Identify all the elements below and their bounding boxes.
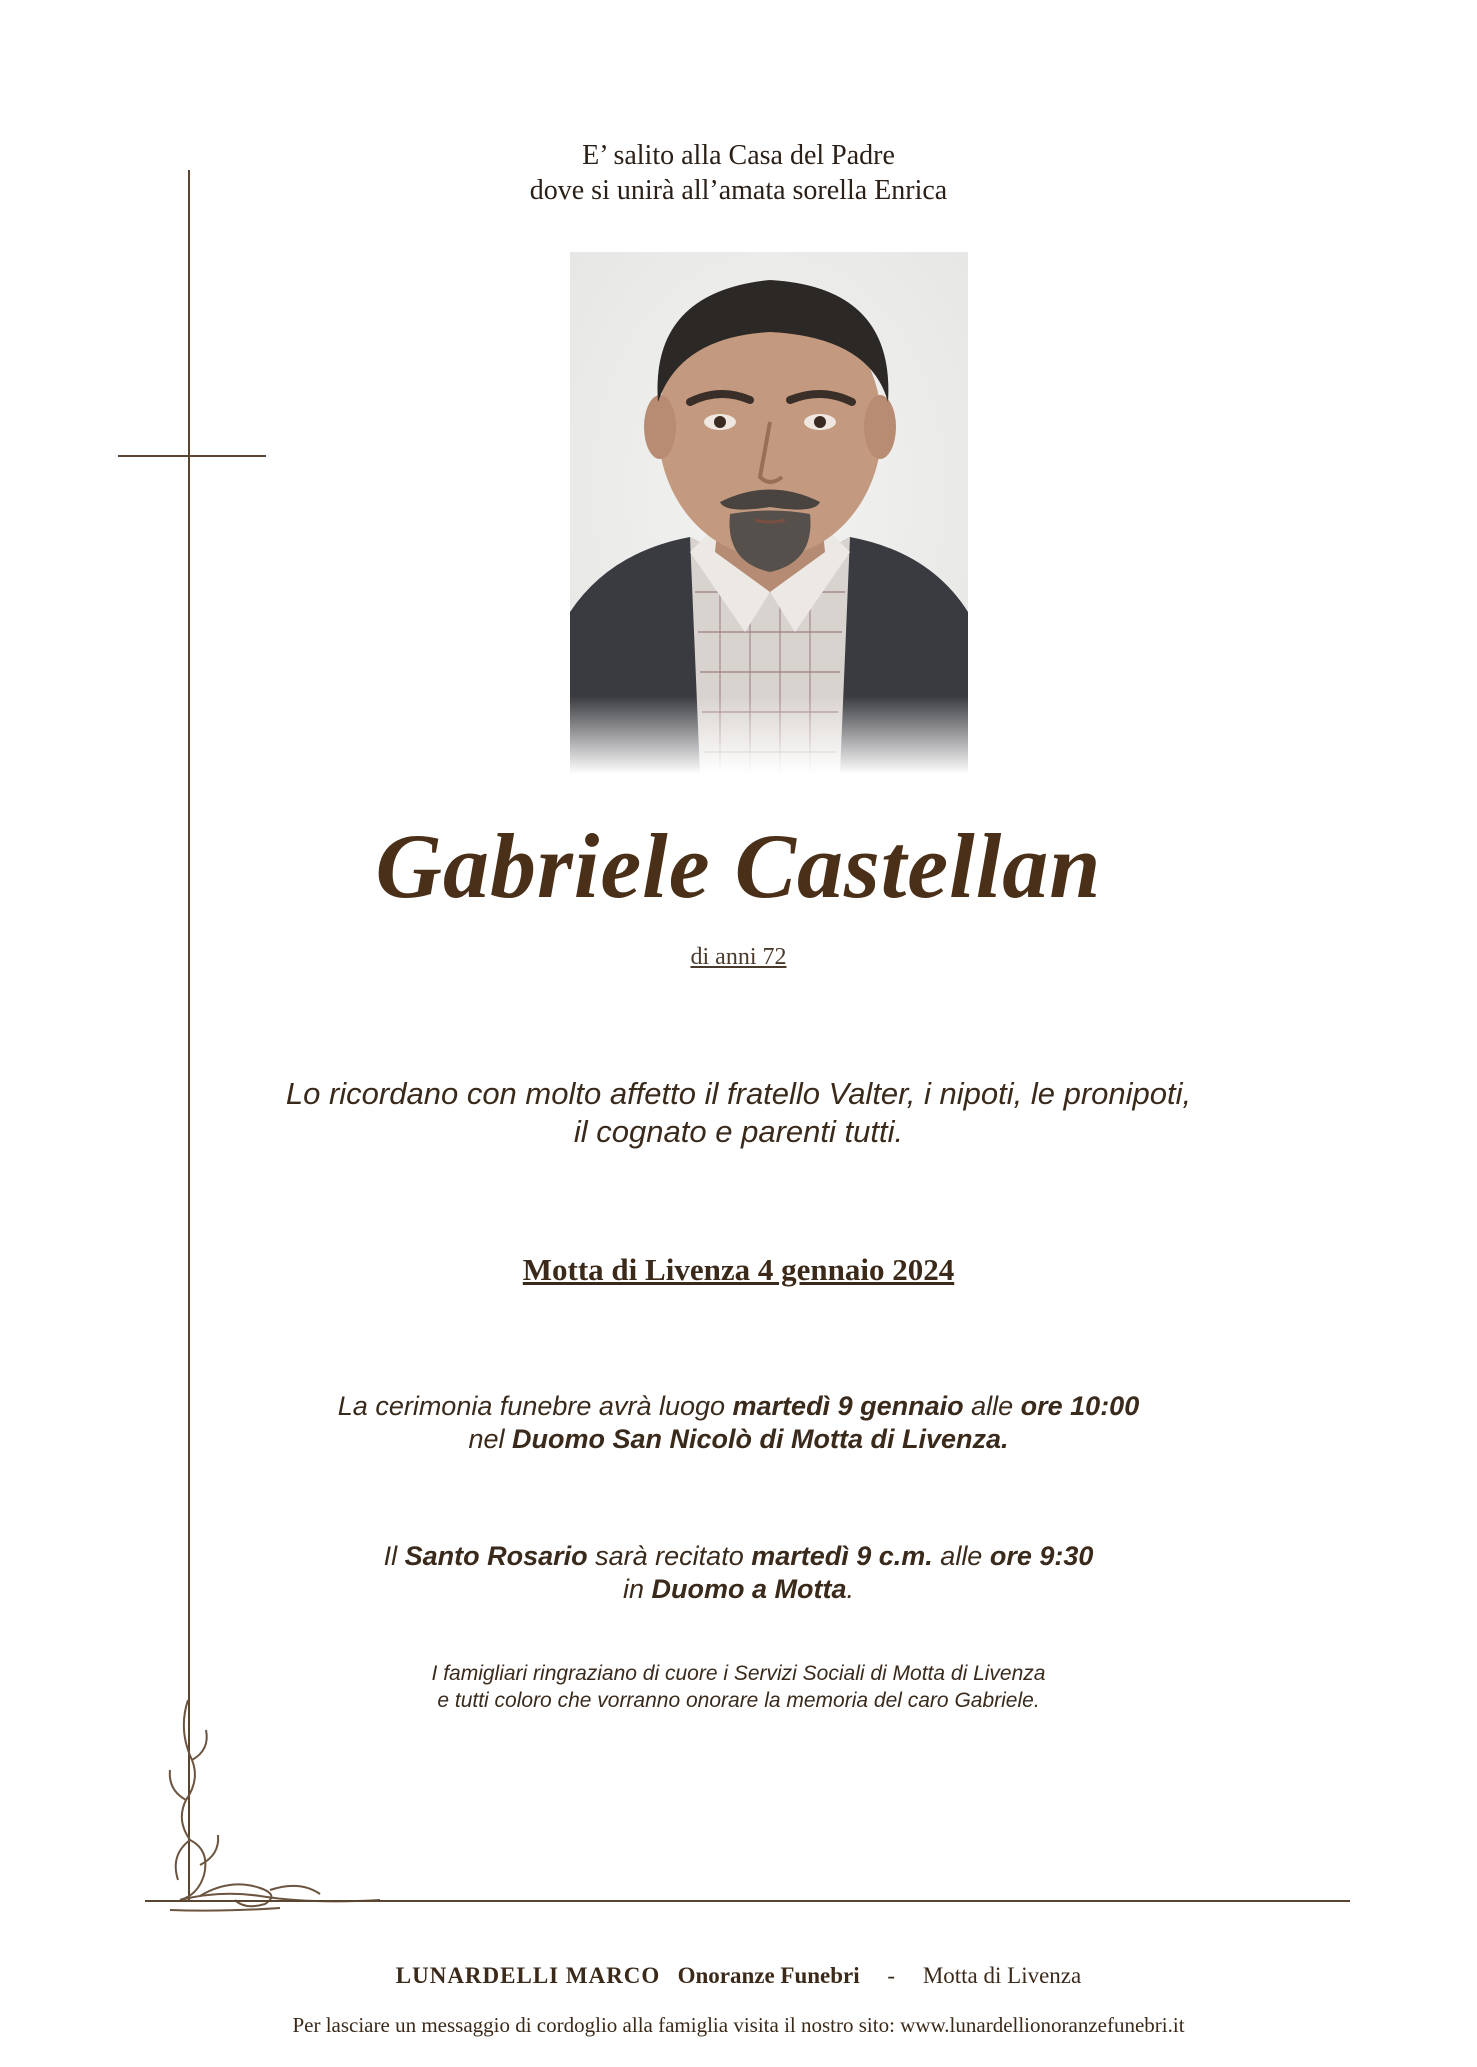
age-text: di anni 72 [690,944,787,970]
intro-line-1: E’ salito alla Casa del Padre [582,140,895,171]
rosary-text: in [622,1574,652,1604]
deceased-age [0,944,1477,971]
rosary-text: . [846,1574,855,1604]
rosary-text: Il [383,1541,405,1571]
rosary-text: sarà recitato [587,1541,752,1571]
rosary-info [0,1540,1477,1606]
cross-horizontal-bar [118,455,266,457]
deceased-name: Gabriele Castellan [375,815,1102,917]
intro-line-2: dove si unirà all’amata sorella Enrica [529,175,948,206]
footer-separator: - [887,1963,896,1988]
ceremony-line-1 [0,1390,1477,1423]
ceremony-line-2 [0,1423,1477,1456]
footer-message: Per lasciare un messaggio di cordoglio alla famiglia visita il nostro sito: www.lunardellionoranzefunebri.it [292,2013,1185,2037]
footer-divider [145,1900,1350,1902]
firm-service: Onoranze Funebri [677,1963,860,1988]
remembrance-line-2: il cognato e parenti tutti. [573,1114,904,1149]
firm-name: LUNARDELLI MARCO [395,1963,661,1988]
ceremony-location: Duomo San Nicolò di Motta di Livenza. [512,1424,1009,1454]
floral-ornament-icon [140,1690,390,1925]
remembrance-text [0,1075,1477,1151]
remembrance-line-1: Lo ricordano con molto affetto il fratello Valter, i nipoti, le pronipoti, [285,1076,1192,1111]
rosary-line-1 [0,1540,1477,1573]
portrait-photo [570,252,968,774]
firm-town: Motta di Livenza [922,1963,1082,1988]
rosary-line-2 [0,1573,1477,1606]
place-and-date [0,1252,1477,1288]
thanks-line-1: I famigliari ringraziano di cuore i Servizi Sociali di Motta di Livenza [431,1662,1046,1685]
ceremony-text: nel [468,1424,512,1454]
intro-text [0,138,1477,208]
thanks-line-2: e tutti coloro che vorranno onorare la memoria del caro Gabriele. [437,1689,1040,1712]
cross-vertical-bar [188,170,190,1900]
rosary-time: ore 9:30 [989,1541,1094,1571]
ceremony-time: ore 10:00 [1020,1391,1140,1421]
place-date-text: Motta di Livenza 4 gennaio 2024 [522,1252,955,1287]
footer-company [0,1963,1477,1989]
rosary-location: Duomo a Motta [651,1574,847,1604]
rosary-text: alle [932,1541,990,1571]
ceremony-info [0,1390,1477,1456]
ceremony-day: martedì 9 gennaio [732,1391,964,1421]
ceremony-text: La cerimonia funebre avrà luogo [337,1391,733,1421]
rosary-day: martedì 9 c.m. [751,1541,933,1571]
ceremony-text: alle [963,1391,1021,1421]
rosary-title: Santo Rosario [404,1541,588,1571]
